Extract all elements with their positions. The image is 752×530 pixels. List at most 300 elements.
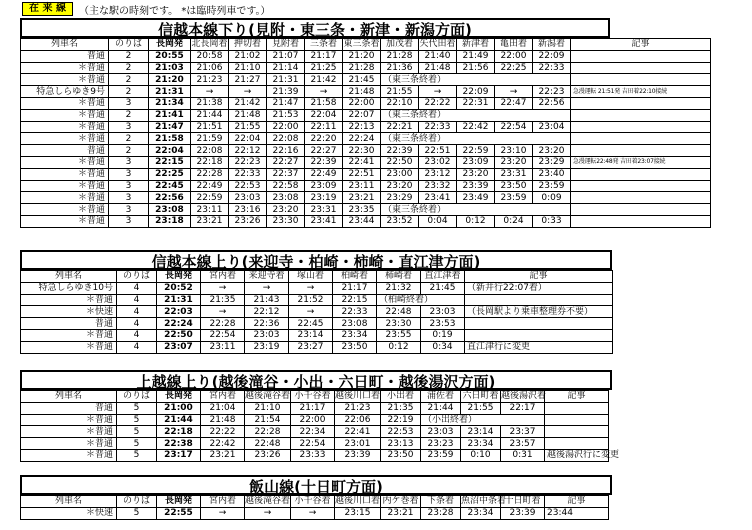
platform: 5	[117, 507, 157, 519]
train-row	[21, 74, 711, 86]
column-header: 来迎寺着	[245, 271, 289, 283]
arrival-time: 22:11	[305, 121, 343, 133]
arrival-time: 22:54	[201, 329, 245, 341]
arrival-time: 21:17	[305, 50, 343, 62]
departure-time: 22:55	[157, 507, 201, 519]
remarks	[571, 50, 711, 62]
remarks	[571, 192, 711, 204]
remarks	[571, 97, 711, 109]
arrival-time: 23:28	[421, 507, 461, 519]
arrival-time: →	[201, 507, 245, 519]
section-title: 信越本線上り(来迎寺・柏崎・柿崎・直江津方面)	[20, 250, 612, 270]
arrival-time: 23:03	[421, 306, 465, 318]
arrival-time: 21:55	[381, 86, 419, 98]
arrival-time: 22:12	[245, 306, 289, 318]
arrival-time: 22:33	[333, 306, 377, 318]
arrival-time: （柏崎終着）	[377, 294, 465, 306]
remarks	[571, 133, 711, 145]
train-name: ＊普通	[21, 156, 109, 168]
arrival-time: 22:04	[305, 109, 343, 121]
arrival-time: 21:48	[343, 86, 381, 98]
arrival-time: 22:31	[457, 97, 495, 109]
train-row	[21, 438, 609, 450]
arrival-time: 22:18	[191, 156, 229, 168]
departure-time: 21:00	[157, 402, 201, 414]
section-joetsu-up	[20, 370, 620, 462]
arrival-time: 22:08	[267, 133, 305, 145]
section-badge: 在 来 線	[22, 2, 73, 16]
train-name: 普通	[21, 318, 117, 330]
remarks	[571, 74, 711, 86]
platform: 2	[109, 145, 149, 157]
arrival-time: 21:38	[191, 97, 229, 109]
header-row	[21, 496, 609, 508]
arrival-time: 22:22	[419, 97, 457, 109]
arrival-time: 23:26	[229, 215, 267, 227]
arrival-time: 23:27	[289, 341, 333, 353]
train-row	[21, 156, 711, 168]
train-row	[21, 414, 609, 426]
remarks: 23:44	[545, 507, 609, 519]
arrival-time: 22:41	[335, 426, 381, 438]
column-header: 宮内着	[201, 271, 245, 283]
arrival-time: 21:20	[343, 50, 381, 62]
column-header: 直江津着	[421, 271, 465, 283]
header-row	[21, 39, 711, 51]
arrival-time: 23:11	[191, 204, 229, 216]
arrival-time: 21:48	[229, 109, 267, 121]
departure-time: 22:04	[149, 145, 191, 157]
arrival-time: 21:42	[305, 74, 343, 86]
section-title: 上越線上り(越後滝谷・小出・六日町・越後湯沢方面)	[20, 370, 612, 390]
section-title: 飯山線(十日町方面)	[20, 475, 612, 495]
train-row	[21, 341, 613, 353]
arrival-time: 22:25	[495, 62, 533, 74]
arrival-time: 23:59	[421, 449, 461, 461]
arrival-time: →	[289, 306, 333, 318]
column-header: のりば	[117, 496, 157, 508]
remarks	[571, 215, 711, 227]
platform: 2	[109, 86, 149, 98]
column-header: 北長岡着	[191, 39, 228, 50]
arrival-time: 21:04	[201, 402, 245, 414]
arrival-time: 21:28	[343, 62, 381, 74]
train-name: 普通	[21, 50, 109, 62]
train-name: ＊普通	[21, 215, 109, 227]
arrival-time: 23:21	[343, 192, 381, 204]
column-header: 塚山着	[289, 271, 333, 283]
arrival-time: 23:57	[501, 438, 545, 450]
arrival-time: 23:21	[191, 215, 229, 227]
column-header: 三条着	[305, 39, 343, 51]
arrival-time: 23:41	[419, 192, 457, 204]
column-header: のりば	[109, 39, 149, 51]
arrival-time: 23:39	[501, 507, 545, 519]
arrival-time: 21:28	[381, 50, 419, 62]
column-header: 越後湯沢着	[501, 391, 547, 402]
departure-time: 23:18	[149, 215, 191, 227]
arrival-time: 23:03	[245, 329, 289, 341]
platform: 3	[109, 97, 149, 109]
column-header: 内ケ巻着	[382, 496, 419, 507]
train-name: ＊普通	[21, 74, 109, 86]
train-name: ＊普通	[21, 414, 117, 426]
arrival-time: 23:50	[333, 341, 377, 353]
arrival-time: 22:12	[229, 145, 267, 157]
arrival-time: 22:36	[245, 318, 289, 330]
platform: 5	[117, 402, 157, 414]
train-name: ＊普通	[21, 180, 109, 192]
arrival-time: →	[201, 306, 245, 318]
column-header: 記事	[465, 271, 613, 283]
train-row	[21, 306, 613, 318]
arrival-time: 22:51	[343, 168, 381, 180]
train-row	[21, 204, 711, 216]
arrival-time: 21:47	[267, 97, 305, 109]
arrival-time: 23:52	[381, 215, 419, 227]
arrival-time: 23:08	[333, 318, 377, 330]
arrival-time: 23:30	[377, 318, 421, 330]
arrival-time: 22:27	[305, 145, 343, 157]
arrival-time: 23:09	[457, 156, 495, 168]
arrival-time: 22:09	[533, 50, 571, 62]
arrival-time: 21:27	[229, 74, 267, 86]
arrival-time: 23:59	[495, 192, 533, 204]
arrival-time: 23:13	[381, 438, 421, 450]
departure-time: 22:03	[157, 306, 201, 318]
column-header: 宮内着	[201, 496, 245, 508]
arrival-time: 22:59	[457, 145, 495, 157]
remarks	[545, 426, 609, 438]
column-header: 押切着	[229, 39, 267, 51]
arrival-time: 0:09	[533, 192, 571, 204]
arrival-time: 22:28	[201, 318, 245, 330]
arrival-time: 23:16	[229, 204, 267, 216]
section-shinetsu-up	[20, 250, 612, 354]
arrival-time: 0:04	[419, 215, 457, 227]
arrival-time: 23:30	[267, 215, 305, 227]
train-name: ＊普通	[21, 109, 109, 121]
arrival-time: 23:33	[291, 449, 335, 461]
arrival-time: 22:33	[533, 62, 571, 74]
platform: 5	[117, 414, 157, 426]
arrival-time: 22:00	[267, 121, 305, 133]
arrival-time: 22:53	[381, 426, 421, 438]
remarks	[571, 109, 711, 121]
arrival-time: 22:39	[381, 145, 419, 157]
arrival-time: 23:41	[305, 215, 343, 227]
train-name: ＊普通	[21, 121, 109, 133]
train-row	[21, 86, 711, 98]
platform: 3	[109, 192, 149, 204]
arrival-time: 23:59	[533, 180, 571, 192]
departure-time: 22:45	[149, 180, 191, 192]
arrival-time: 23:55	[377, 329, 421, 341]
page-header	[22, 2, 271, 16]
arrival-time: 23:50	[495, 180, 533, 192]
column-header: 下条着	[421, 496, 461, 508]
arrival-time: 21:48	[201, 414, 245, 426]
arrival-time: 23:00	[381, 168, 419, 180]
arrival-time: 23:15	[335, 507, 381, 519]
arrival-time: 21:25	[305, 62, 343, 74]
arrival-time: 23:20	[457, 168, 495, 180]
column-header: のりば	[117, 271, 157, 283]
arrival-time: 22:08	[191, 145, 229, 157]
arrival-time: 0:24	[495, 215, 533, 227]
train-name: ＊普通	[21, 62, 109, 74]
remarks	[571, 121, 711, 133]
arrival-time: 23:19	[305, 192, 343, 204]
platform: 2	[109, 133, 149, 145]
arrival-time: 23:31	[305, 204, 343, 216]
arrival-time: 23:08	[267, 192, 305, 204]
remarks: （長岡駅より乗車整理券不要）	[465, 306, 613, 318]
train-name: ＊普通	[21, 133, 109, 145]
departure-time: 23:07	[157, 341, 201, 353]
arrival-time: 22:13	[343, 121, 381, 133]
arrival-time: 23:29	[381, 192, 419, 204]
arrival-time: 21:35	[201, 294, 245, 306]
section-title: 信越本線下り(見附・東三条・新津・新潟方面)	[20, 18, 610, 38]
arrival-time: 22:24	[343, 133, 381, 145]
arrival-time: 21:53	[267, 109, 305, 121]
arrival-time: 23:29	[533, 156, 571, 168]
timetable	[20, 495, 609, 520]
column-header: 記事	[545, 496, 609, 508]
arrival-time: 22:53	[229, 180, 267, 192]
arrival-time: 0:31	[501, 449, 545, 461]
arrival-time: 21:07	[267, 50, 305, 62]
remarks: 直江津行に変更	[465, 341, 613, 353]
arrival-time: 22:59	[191, 192, 229, 204]
column-header: 記事	[545, 391, 609, 403]
arrival-time: 21:06	[191, 62, 229, 74]
arrival-time: 22:15	[333, 294, 377, 306]
arrival-time: 23:35	[343, 204, 381, 216]
arrival-time: 22:42	[457, 121, 495, 133]
arrival-time: 0:19	[421, 329, 465, 341]
arrival-time: 23:23	[421, 438, 461, 450]
arrival-time: （東三条終着）	[381, 204, 571, 216]
arrival-time: 21:42	[229, 97, 267, 109]
train-row	[21, 507, 609, 519]
remarks: （新井行22:07着）	[465, 282, 613, 294]
arrival-time: 23:20	[381, 180, 419, 192]
section-iiyama	[20, 475, 612, 520]
departure-time: 23:17	[157, 449, 201, 461]
arrival-time: 23:03	[229, 192, 267, 204]
arrival-time: 21:56	[457, 62, 495, 74]
column-header: 柏崎着	[333, 271, 377, 283]
arrival-time: 22:06	[335, 414, 381, 426]
arrival-time: 21:02	[229, 50, 267, 62]
train-row	[21, 318, 613, 330]
arrival-time: 21:40	[419, 50, 457, 62]
arrival-time: 22:39	[305, 156, 343, 168]
arrival-time: 22:00	[343, 97, 381, 109]
arrival-time: 23:01	[335, 438, 381, 450]
remarks	[545, 402, 609, 414]
train-row	[21, 329, 613, 341]
column-header: 新潟着	[533, 39, 571, 51]
arrival-time: （東三条終着）	[381, 74, 571, 86]
arrival-time: 22:51	[419, 145, 457, 157]
arrival-time: 23:32	[419, 180, 457, 192]
timetable	[20, 270, 613, 354]
departure-time: 22:56	[149, 192, 191, 204]
platform: 3	[109, 168, 149, 180]
departure-time: 21:31	[157, 294, 201, 306]
arrival-time: 0:12	[377, 341, 421, 353]
arrival-time: 21:59	[191, 133, 229, 145]
arrival-time: 22:21	[381, 121, 419, 133]
header-row	[21, 391, 609, 403]
arrival-time: 22:07	[343, 109, 381, 121]
arrival-time: （東三条終着）	[381, 109, 571, 121]
arrival-time: 22:23	[533, 86, 571, 98]
platform: 3	[109, 180, 149, 192]
column-header: 列車名	[21, 39, 109, 51]
arrival-time: 22:54	[495, 121, 533, 133]
column-header: 長岡発	[149, 39, 191, 51]
arrival-time: 21:43	[245, 294, 289, 306]
train-row	[21, 121, 711, 133]
train-name: 普通	[21, 145, 109, 157]
train-row	[21, 426, 609, 438]
arrival-time: 23:34	[461, 507, 501, 519]
train-name: ＊普通	[21, 329, 117, 341]
arrival-time: 0:34	[421, 341, 465, 353]
platform: 3	[109, 121, 149, 133]
train-row	[21, 97, 711, 109]
arrival-time: 21:55	[229, 121, 267, 133]
departure-time: 22:25	[149, 168, 191, 180]
arrival-time: 21:32	[377, 282, 421, 294]
arrival-time: 21:45	[421, 282, 465, 294]
arrival-time: 0:10	[461, 449, 501, 461]
platform: 5	[117, 438, 157, 450]
column-header: 越後滝谷着	[245, 391, 291, 402]
arrival-time: 23:39	[335, 449, 381, 461]
arrival-time: 23:37	[501, 426, 545, 438]
arrival-time: 22:20	[305, 133, 343, 145]
arrival-time: 20:58	[191, 50, 229, 62]
arrival-time: 22:30	[343, 145, 381, 157]
platform: 4	[117, 294, 157, 306]
arrival-time: 23:04	[533, 121, 571, 133]
arrival-time: 22:47	[495, 97, 533, 109]
departure-time: 21:47	[149, 121, 191, 133]
arrival-time: 22:33	[419, 121, 457, 133]
arrival-time: 21:39	[267, 86, 305, 98]
train-row	[21, 402, 609, 414]
arrival-time: →	[291, 507, 335, 519]
arrival-time: →	[245, 282, 289, 294]
train-row	[21, 449, 609, 461]
column-header: 小出着	[381, 391, 421, 403]
departure-time: 23:08	[149, 204, 191, 216]
arrival-time: 23:19	[245, 341, 289, 353]
column-header: 矢代田着	[419, 39, 456, 50]
arrival-time: 21:10	[229, 62, 267, 74]
remarks	[571, 204, 711, 216]
arrival-time: （東三条終着）	[381, 133, 571, 145]
remarks	[571, 145, 711, 157]
platform: 5	[117, 449, 157, 461]
train-row	[21, 145, 711, 157]
departure-time: 21:34	[149, 97, 191, 109]
arrival-time: 22:42	[201, 438, 245, 450]
timetable	[20, 38, 711, 228]
arrival-time: 23:11	[201, 341, 245, 353]
arrival-time: 22:00	[291, 414, 335, 426]
arrival-time: 21:49	[457, 50, 495, 62]
platform: 2	[109, 50, 149, 62]
arrival-time: 22:28	[245, 426, 291, 438]
departure-time: 21:58	[149, 133, 191, 145]
departure-time: 21:41	[149, 109, 191, 121]
arrival-time: 23:03	[421, 426, 461, 438]
arrival-time: 0:12	[457, 215, 495, 227]
arrival-time: 23:50	[381, 449, 421, 461]
train-row	[21, 294, 613, 306]
arrival-time: 22:16	[267, 145, 305, 157]
arrival-time: 22:00	[495, 50, 533, 62]
departure-time: 21:03	[149, 62, 191, 74]
train-row	[21, 180, 711, 192]
train-name: ＊快速	[21, 507, 117, 519]
arrival-time: 23:34	[333, 329, 377, 341]
section-shinetsu-down	[20, 18, 750, 228]
arrival-time: 22:28	[191, 168, 229, 180]
column-header: 加茂着	[381, 39, 419, 51]
column-header: 柿崎着	[377, 271, 421, 283]
remarks: 越後湯沢行に変更	[545, 449, 609, 461]
column-header: 宮内着	[201, 391, 245, 403]
arrival-time: 22:48	[377, 306, 421, 318]
departure-time: 21:44	[157, 414, 201, 426]
arrival-time: 21:45	[343, 74, 381, 86]
arrival-time: →	[245, 507, 291, 519]
arrival-time: 22:19	[381, 414, 421, 426]
arrival-time: →	[305, 86, 343, 98]
remarks	[465, 318, 613, 330]
arrival-time: →	[419, 86, 457, 98]
column-header: 六日町着	[462, 391, 499, 402]
platform: 4	[117, 306, 157, 318]
arrival-time: 23:12	[419, 168, 457, 180]
remarks	[571, 168, 711, 180]
header-note: （主な駅の時刻です。 *は臨時列車です。）	[78, 5, 271, 17]
train-row	[21, 215, 711, 227]
train-name: ＊普通	[21, 294, 117, 306]
arrival-time: 22:27	[267, 156, 305, 168]
arrival-time: 22:48	[245, 438, 291, 450]
arrival-time: 22:41	[343, 156, 381, 168]
arrival-time: 22:58	[267, 180, 305, 192]
arrival-time: 22:49	[305, 168, 343, 180]
arrival-time: 22:50	[381, 156, 419, 168]
arrival-time: 22:23	[229, 156, 267, 168]
column-header: 十日町着	[501, 496, 545, 508]
departure-time: 20:55	[149, 50, 191, 62]
train-name: 普通	[21, 402, 117, 414]
arrival-time: 0:33	[533, 215, 571, 227]
arrival-time: 21:44	[421, 402, 461, 414]
arrival-time: 23:21	[201, 449, 245, 461]
arrival-time: 21:48	[419, 62, 457, 74]
